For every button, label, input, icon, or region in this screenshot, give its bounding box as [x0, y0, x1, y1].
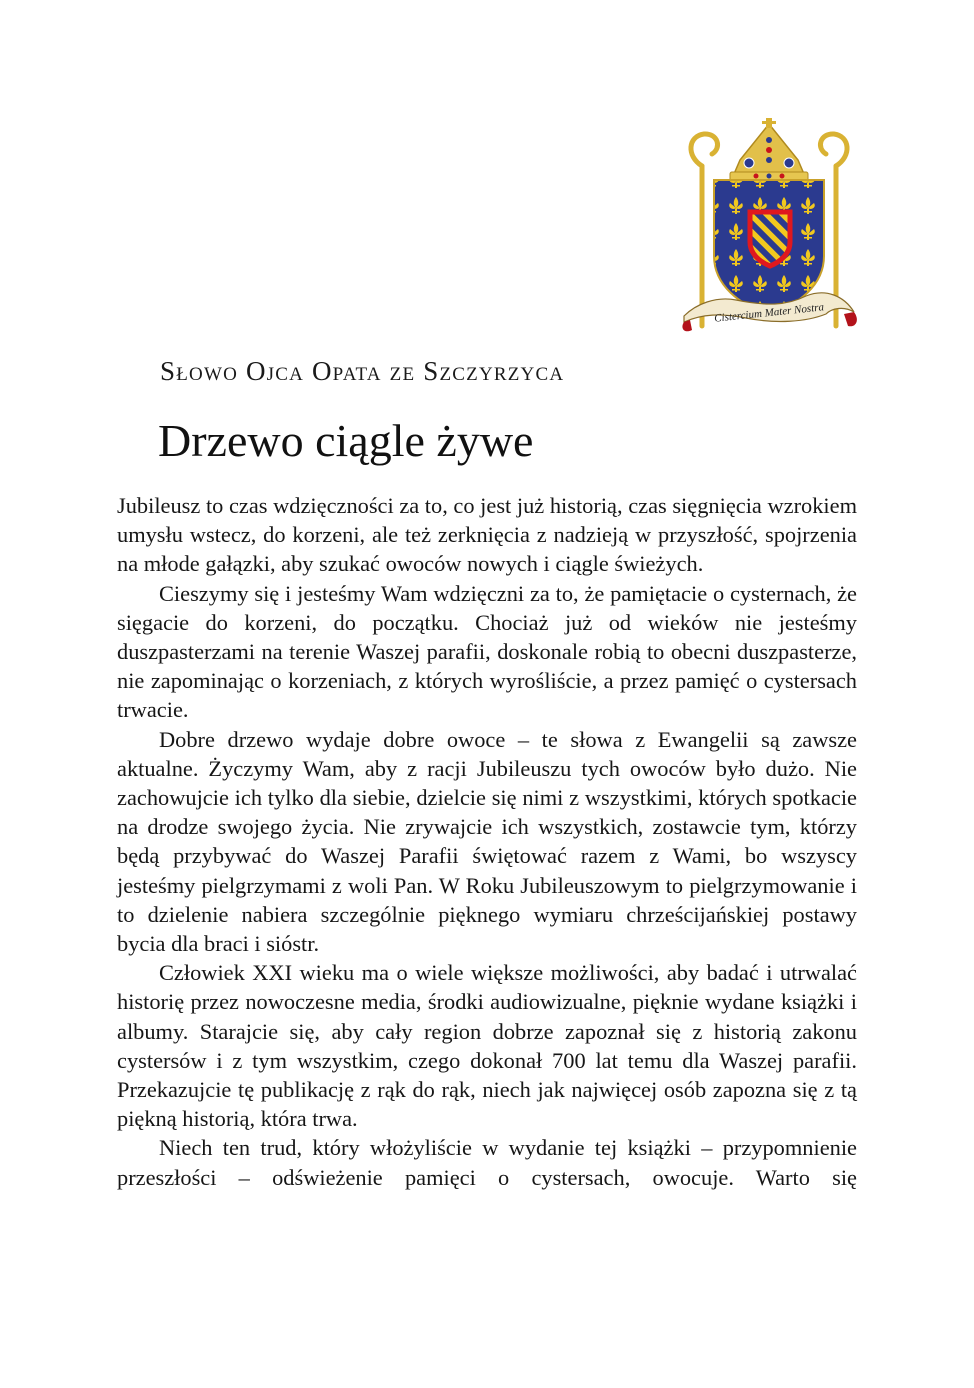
paragraph: Człowiek XXI wieku ma o wiele większe możliwości, aby badać i utrwalać historię przez nowoczesne media, środki audiowizualne, pięknie wydane książki i albumy. Starajcie się, aby cały region dobrze zapoznał się z historią zakonu cystersów i z tym wszystkim, czego dokonał 700 lat temu dla Waszej parafii. Przekazujcie tę publikację z rąk do rąk, niech jak najwięcej osób zapozna się z tą piękną historią, która trwa. — [117, 960, 857, 1132]
section-label: Słowo Ojca Opata ze Szczyrzyca — [160, 356, 565, 386]
paragraph: Niech ten trud, który włożyliście w wydanie tej książki – przypomnienie przeszłości – odświeżenie pamięci o cystersach, owocuje. Warto się — [117, 1135, 857, 1190]
article-body — [117, 491, 857, 1192]
paragraph: Cieszymy się i jesteśmy Wam wdzięczni za to, że pamiętacie o cysternach, że sięgacie do korzeni, do początku. Chociaż już od wieków nie jesteśmy duszpasterzami na terenie Waszej parafii, doskonale robią to obecni duszpasterze, nie zapominając o korzeniach, z których wyrośliście, a przez pamięć o cystersach trwacie. — [117, 580, 857, 723]
paragraph: Dobre drzewo wydaje dobre owoce – te słowa z Ewangelii są zawsze aktualne. Życzymy Wam, aby z racji Jubileuszu tych owoców było dużo. Nie zachowujcie ich tylko dla siebie, dzielcie się nimi z wszystkimi, których spotkacie na drodze swojego życia. Nie zrywajcie ich wszystkich, zostawcie tym, którzy będą przybywać do Waszej Parafii świętować razem z Wami, bo wszyscy jesteśmy pielgrzymami z woli Pan. W Roku Jubileuszowym to pielgrzymowanie i to dzielenie nabiera szczególnie pięknego wymiaru chrześcijańskiej postawy bycia dla braci i sióstr. — [117, 726, 857, 957]
page-title: Drzewo ciągle żywe — [158, 415, 534, 466]
crest-motto: Cistercium Mater Nostra — [713, 301, 825, 325]
paragraph: Jubileusz to czas wdzięczności za to, co jest już historią, czas sięgnięcia wzrokiem umysłu wstecz, do korzeni, ale też zerknięcia z nadzieją w przyszłość, spojrzenia na młode gałązki, aby szukać owoców nowych i ciągle świeżych. — [117, 493, 857, 577]
coat-of-arms-icon — [676, 116, 862, 338]
